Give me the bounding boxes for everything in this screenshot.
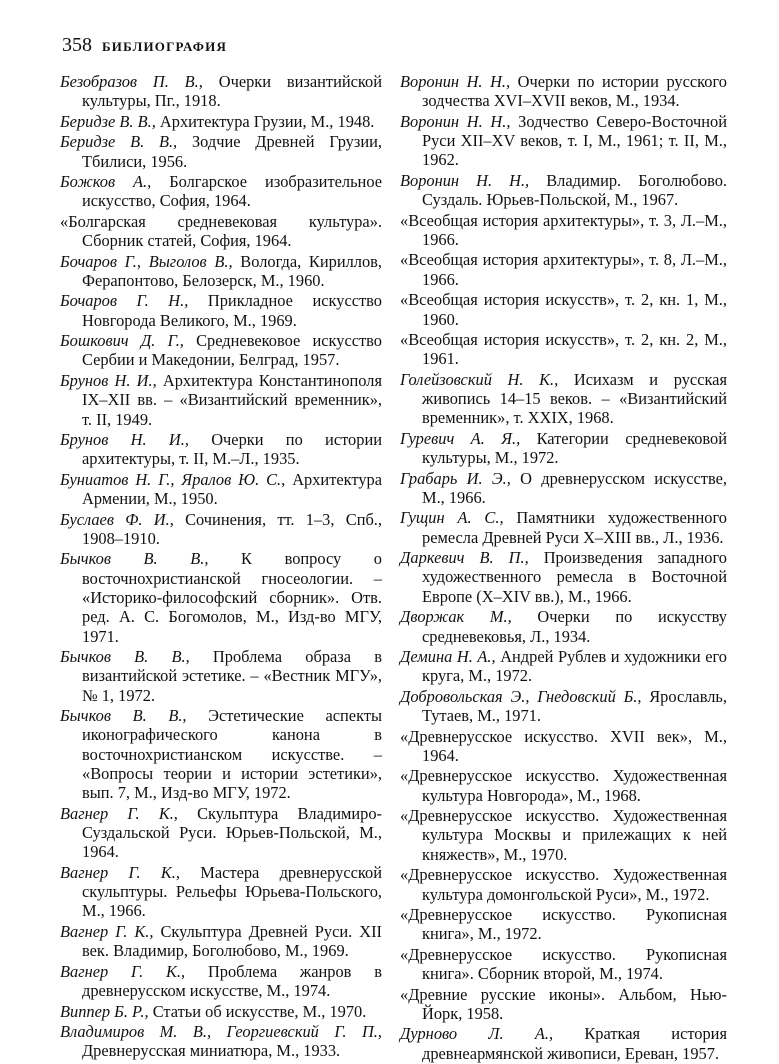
entry-text: Краткая история древнеармянской живописи, Ереван, 1957. [422,1024,727,1063]
entry-author: Вагнер Г. К., [60,803,178,823]
entry-text: Проблема жанров в древнерусском искусстве, М., 1974. [82,961,382,1001]
entry-author: Беридзе В. В., [60,111,156,131]
entry-text: Произведения западного художественного ремесла в Восточной Европе (X–XIV вв.), М., 1966. [422,548,727,606]
bibliography-entry [400,171,727,210]
bibliography-entry [60,1022,382,1061]
bibliography-entry [60,132,382,171]
entry-text: «Древнерусское искусство. Художественная культура Новгорода», М., 1968. [400,766,727,805]
bibliography-entry [400,469,727,508]
bibliography-entry [60,72,382,111]
bibliography-entry [400,806,727,864]
bibliography-entry [60,331,382,370]
bibliography-entry [400,647,727,686]
bibliography-entry [400,211,727,250]
entry-author: Божков А., [60,172,152,192]
page-number: 358 [62,34,92,56]
bibliography-entry [60,212,382,251]
entry-author: Бошкович Д. Г., [60,331,184,351]
entry-text: «Всеобщая история искусств», т. 2, кн. 2, М., 1961. [400,329,727,369]
entry-text: Исихазм и русская живопись 14–15 веков. – «Византийский временник», т. XXIX, 1968. [422,369,727,428]
entry-author: Воронин Н. Н., [400,72,511,91]
bibliography-entry [400,72,727,111]
entry-author: Бычков В. В., [60,549,209,569]
entry-text: Очерки по истории архитектуры, т. II, М.–Л., 1935. [82,430,382,469]
entry-author: Безобразов П. В., [60,72,203,91]
entry-author: Буниатов Н. Г., Яралов Ю. С., [60,469,286,489]
bibliography-entry [400,370,727,428]
bibliography-entry [60,112,382,131]
bibliography-entry [60,647,382,705]
entry-text: «Болгарская средневековая культура». Сборник статей, София, 1964. [60,211,382,251]
entry-text: Болгарское изобразительное искусство, София, 1964. [82,172,382,211]
bibliography-entry [400,508,727,547]
entry-text: Архитектура Константинополя IX–XII вв. – «Византийский временник», т. II, 1949. [82,370,382,429]
entry-text: Вологда, Кириллов, Ферапонтово, Белозерск, М., 1960. [82,251,382,290]
bibliography-entry [400,290,727,329]
bibliography-entry [400,112,727,170]
entry-author: Гуревич А. Я., [400,428,521,448]
entry-text: Владимир. Боголюбово. Суздаль. Юрьев-Польской, М., 1967. [422,170,727,210]
entry-author: Брунов Н. И., [60,430,189,450]
entry-text: Проблема образа в византийской эстетике. – «Вестник МГУ», № 1, 1972. [82,647,383,705]
bibliography-entry [60,291,382,330]
entry-author: Воронин Н. Н., [400,170,530,190]
entry-text: Древнерусская миниатюра, М., 1933. [82,1041,341,1061]
entry-text: Эстетические аспекты иконографического канона в восточнохристианском искусстве. – «Вопросы теории и истории эстетики», вып. 7, М., Изд-во МГУ, 1972. [82,706,382,803]
bibliography-entry [60,863,382,921]
entry-author: Бычков В. В., [60,706,187,726]
bibliography-entry [60,922,382,961]
entry-author: Даркевич В. П., [400,548,529,568]
bibliography-entry [400,607,727,646]
entry-text: Очерки по истории русского зодчества XVI–XVII веков, М., 1934. [422,72,727,111]
entry-author: Демина Н. А., [400,647,496,667]
entry-author: Буслаев Ф. И., [60,509,174,529]
entry-text: Зодчество Северо-Восточной Руси XII–XV веков, т. I, М., 1961; т. II, М., 1962. [422,111,727,170]
entry-author: Брунов Н. И., [60,370,157,390]
bibliography-entry [60,804,382,862]
entry-text: Мастера древнерусской скульптуры. Рельефы Юрьева-Польского, М., 1966. [82,862,382,921]
bibliography-entry [400,766,727,805]
running-head: БИБЛИОГРАФИЯ [102,39,228,54]
entry-text: «Древнерусское искусство. Художественная культура Москвы и прилежащих к ней княжеств», М., 1970. [400,806,727,864]
entry-text: Архитектура Армении, М., 1950. [82,469,382,509]
bibliography-entry [400,865,727,904]
bibliography-entry [400,429,727,468]
bibliography-entry [60,172,382,211]
entry-author: Добровольская Э., Гнедовский Б., [400,686,642,706]
bibliography-entry [60,706,382,802]
bibliography-column-left [60,72,382,1062]
entry-author: Вагнер Г. К., [60,961,186,981]
bibliography-entry [400,687,727,726]
entry-author: Бычков В. В., [60,647,190,667]
entry-author: Воронин Н. Н., [400,111,511,131]
bibliography-entry [400,548,727,606]
bibliography-entry [60,1002,382,1021]
entry-text: Категории средневековой культуры, М., 1972. [422,428,727,468]
entry-text: Скульптура Древней Руси. XII век. Владимир, Боголюбово, М., 1969. [82,921,382,961]
bibliography-entry [400,945,727,984]
entry-text: К вопросу о восточнохристианской гносеологии. – «Историко-философский сборник». Отв. ред. А. С. Богомолов, М., Изд-во МГУ, 1971. [82,549,383,646]
entry-text: «Всеобщая история архитектуры», т. 8, Л.–М., 1966. [400,250,727,289]
entry-text: Прикладное искусство Новгорода Великого, М., 1969. [82,291,382,330]
bibliography-entry [400,1024,727,1063]
entry-text: Памятники художественного ремесла Древней Руси X–XIII вв., Л., 1936. [422,508,727,547]
bibliography-column-right [400,72,727,1064]
bibliography-entry [400,727,727,766]
entry-text: «Всеобщая история архитектуры», т. 3, Л.–М., 1966. [400,210,727,249]
entry-text: Ярославль, Тутаев, М., 1971. [422,686,727,726]
bibliography-entry [60,430,382,469]
entry-text: Андрей Рублев и художники его круга, М., 1972. [422,647,727,686]
bibliography-entry [400,905,727,944]
entry-author: Дурново Л. А., [400,1024,554,1044]
bibliography-entry [400,985,727,1024]
bibliography-entry [60,549,382,645]
bibliography-entry [400,330,727,369]
entry-author: Виппер Б. Р., [60,1001,149,1021]
entry-text: Очерки византийской культуры, Пг., 1918. [82,72,382,111]
entry-text: «Древние русские иконы». Альбом, Нью-Йорк, 1958. [400,984,727,1023]
entry-author: Бочаров Г., Выголов В., [60,251,233,271]
entry-author: Беридзе В. В., [60,132,178,152]
entry-text: Архитектура Грузии, М., 1948. [155,111,375,131]
entry-text: О древнерусском искусстве, М., 1966. [422,468,727,507]
entry-text: Скульптура Владимиро-Суздальской Руси. Юрьев-Польской, М., 1964. [82,803,382,862]
entry-text: «Всеобщая история искусств», т. 2, кн. 1, М., 1960. [400,290,727,329]
entry-text: «Древнерусское искусство. Рукописная книга», М., 1972. [400,905,727,944]
entry-text: «Древнерусское искусство. XVII век», М., 1964. [400,726,727,765]
entry-text: Зодчие Древней Грузии, Тбилиси, 1956. [82,132,382,171]
bibliography-entry [60,470,382,509]
bibliography-entry [60,252,382,291]
bibliography-entry [60,371,382,429]
entry-author: Грабарь И. Э., [400,468,511,488]
entry-author: Вагнер Г. К., [60,921,154,941]
entry-text: Статьи об искусстве, М., 1970. [148,1001,367,1021]
entry-text: Очерки по искусству средневековья, Л., 1934. [422,607,727,646]
bibliography-entry [60,510,382,549]
bibliography-entry [400,250,727,289]
entry-text: «Древнерусское искусство. Художественная культура домонгольской Руси», М., 1972. [400,865,727,904]
page-header [62,34,227,60]
entry-text: Средневековое искусство Сербии и Македонии, Белград, 1957. [82,331,382,370]
entry-author: Бочаров Г. Н., [60,291,189,311]
entry-author: Владимиров М. В., Георгиевский Г. П., [60,1022,382,1041]
entry-author: Дворжак М., [400,607,512,627]
entry-author: Вагнер Г. К., [60,862,181,882]
entry-author: Голейзовский Н. К., [400,369,559,389]
entry-text: «Древнерусское искусство. Рукописная книга». Сборник второй, М., 1974. [400,944,727,984]
entry-text: Сочинения, тт. 1–3, Спб., 1908–1910. [82,509,382,548]
entry-author: Гущин А. С., [400,508,504,528]
bibliography-entry [60,962,382,1001]
